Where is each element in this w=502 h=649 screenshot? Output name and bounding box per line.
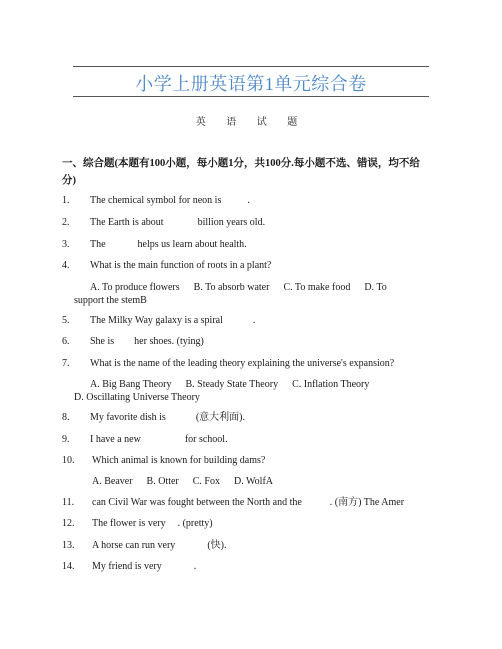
option-a: A. Big Bang Theory xyxy=(90,379,172,390)
question-13 xyxy=(62,539,226,552)
top-rule xyxy=(73,66,429,67)
question-text: My favorite dish is xyxy=(90,412,166,423)
question-number: 13. xyxy=(62,540,75,551)
option-a: A. Beaver xyxy=(92,476,133,487)
question-3 xyxy=(62,238,247,251)
option-a: A. To produce flowers xyxy=(90,282,180,293)
question-8 xyxy=(62,411,245,424)
question-text-end: . xyxy=(252,315,256,326)
section-heading-line2: 分) xyxy=(62,175,76,186)
question-number: 14. xyxy=(62,561,75,572)
question-text: The flower is very xyxy=(92,518,166,529)
question-number: 5. xyxy=(62,315,70,326)
question-7 xyxy=(62,357,394,370)
question-text: My friend is very xyxy=(92,561,162,572)
question-number: 1. xyxy=(62,195,70,206)
question-text: A horse can run very xyxy=(92,540,176,551)
question-text: Which animal is known for building dams? xyxy=(92,455,266,466)
section-heading xyxy=(62,155,440,189)
question-number: 11. xyxy=(62,497,75,508)
question-9 xyxy=(62,433,228,446)
question-text-end: . xyxy=(193,561,197,572)
page-subtitle: 英 语 试 题 xyxy=(195,117,307,128)
option-b: B. Otter xyxy=(146,476,179,487)
question-number: 8. xyxy=(62,412,70,423)
question-number: 12. xyxy=(62,518,75,529)
question-text-end: helps us learn about health. xyxy=(137,239,247,250)
option-c: C. Inflation Theory xyxy=(292,379,370,390)
title-rule xyxy=(73,96,429,97)
question-7-options xyxy=(90,378,369,391)
question-number: 6. xyxy=(62,336,70,347)
question-5 xyxy=(62,314,255,327)
question-number: 7. xyxy=(62,358,70,369)
question-4-options xyxy=(90,281,387,294)
question-text: She is xyxy=(90,336,115,347)
question-10-options xyxy=(92,475,273,488)
question-text: can Civil War was fought between the North and the xyxy=(92,497,302,508)
question-6 xyxy=(62,335,204,348)
question-text-end: . xyxy=(247,195,250,206)
question-text: What is the name of the leading theory explaining the universe's expansion? xyxy=(90,358,395,369)
question-1 xyxy=(62,194,250,207)
question-text: The Milky Way galaxy is a spiral xyxy=(90,315,223,326)
question-text-end: . (pretty) xyxy=(177,518,213,529)
option-c: C. Fox xyxy=(192,476,220,487)
question-number: 4. xyxy=(62,260,70,271)
option-b: B. Steady State Theory xyxy=(185,379,279,390)
question-text-end: (意大利面). xyxy=(195,412,245,423)
question-text: The xyxy=(90,239,106,250)
question-text: I have a new xyxy=(90,434,141,445)
option-b: B. To absorb water xyxy=(193,282,270,293)
option-d: D. To xyxy=(364,282,387,293)
page-title: 小学上册英语第1单元综合卷 xyxy=(135,74,367,94)
section-heading-line1: 一、综合题(本题有100小题，每小题1分，共100分.每小题不选、错误，均不给 xyxy=(62,158,420,169)
option-d: D. WolfA xyxy=(234,476,274,487)
question-number: 3. xyxy=(62,239,70,250)
question-number: 9. xyxy=(62,434,70,445)
question-4-options-wrap: support the stemB xyxy=(74,295,147,306)
question-10 xyxy=(62,454,265,467)
question-text-end: for school. xyxy=(184,434,228,445)
question-2 xyxy=(62,216,265,229)
question-number: 10. xyxy=(62,455,75,466)
question-text-end: billion years old. xyxy=(197,217,266,228)
option-c: C. To make food xyxy=(283,282,351,293)
question-4 xyxy=(62,259,271,272)
question-text: The chemical symbol for neon is xyxy=(90,195,222,206)
question-number: 2. xyxy=(62,217,70,228)
question-text-end: (快). xyxy=(207,540,227,551)
question-text-end: her shoes. (tying) xyxy=(134,336,204,347)
question-12 xyxy=(62,517,213,530)
question-text: What is the main function of roots in a plant? xyxy=(90,260,272,271)
question-14 xyxy=(62,560,196,573)
question-7-options-wrap: D. Oscillating Universe Theory xyxy=(74,392,200,403)
question-text: The Earth is about xyxy=(90,217,164,228)
question-11 xyxy=(62,496,404,509)
question-text-end: . (南方) The Amer xyxy=(329,497,405,508)
